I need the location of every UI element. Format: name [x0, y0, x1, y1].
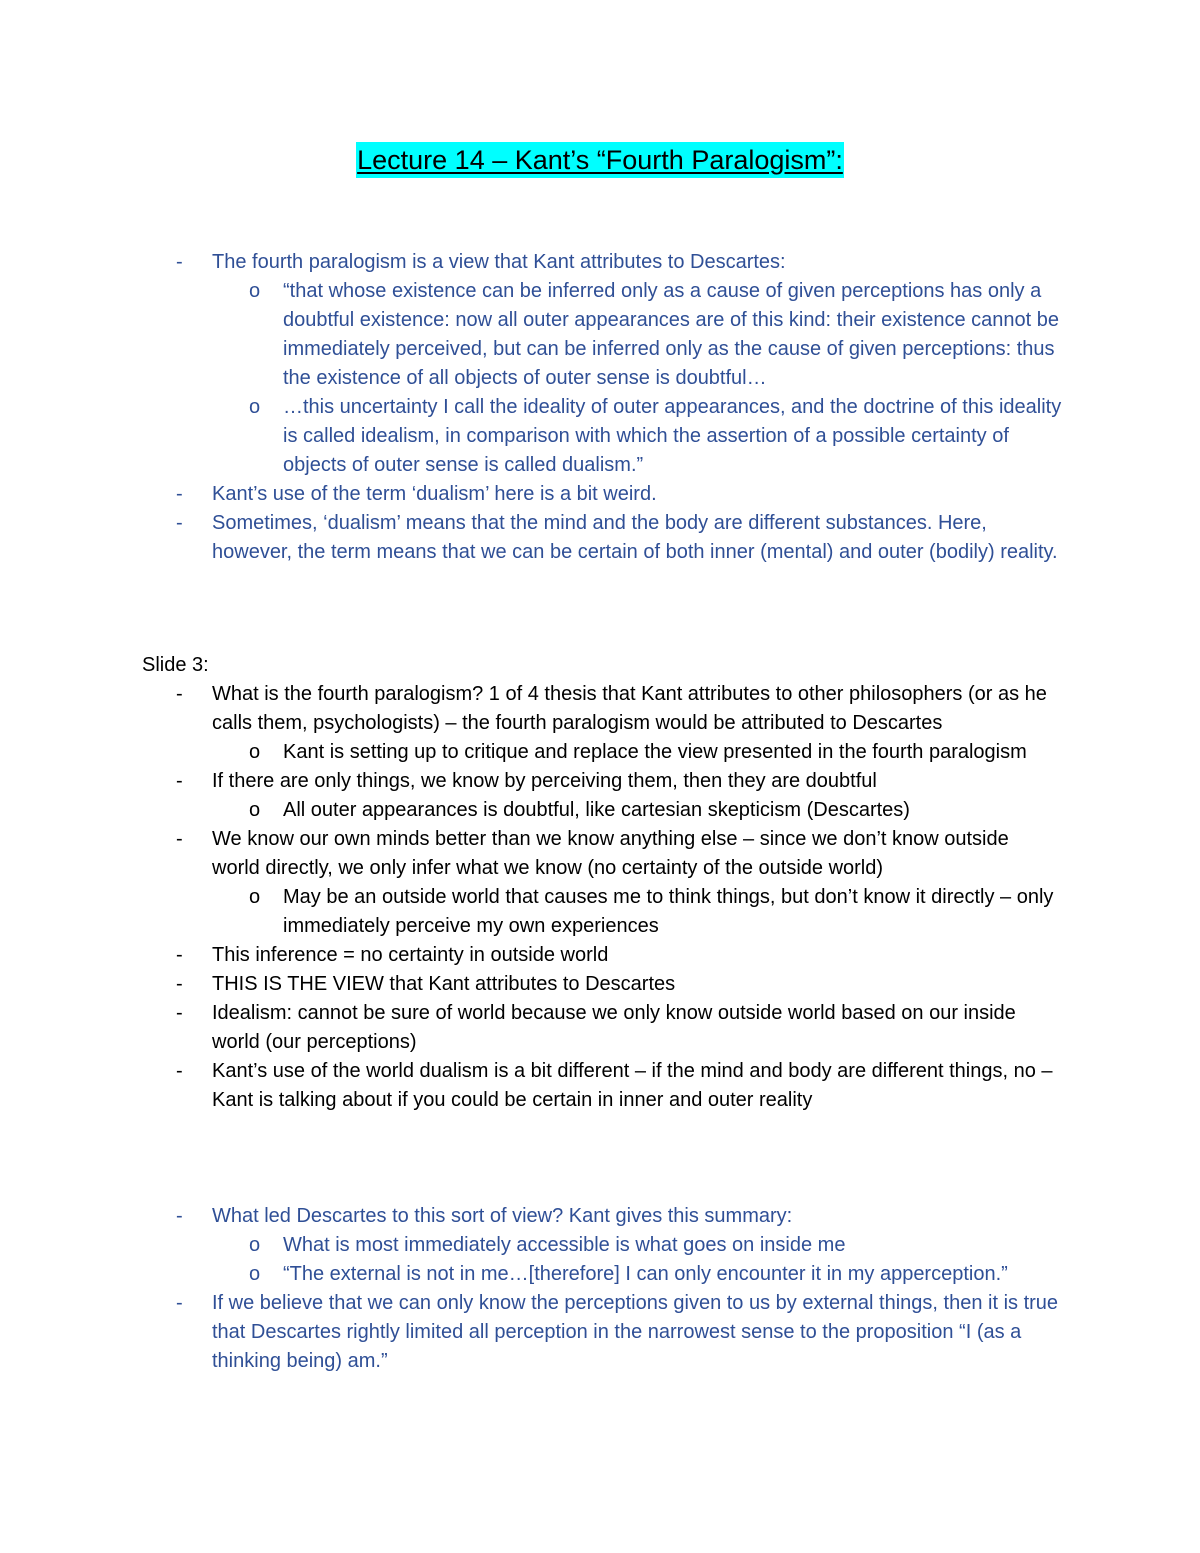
bullet-item	[0, 970, 1062, 999]
sub-bullet-item	[0, 393, 1063, 480]
bullet-item	[0, 480, 1062, 509]
bullet-text: What is the fourth paralogism? 1 of 4 thesis that Kant attributes to other philosophers (or as he calls them, psychologists) – the fourth paralogism would be attributed to Descartes	[212, 683, 1047, 734]
bullet-text: What is most immediately accessible is what goes on inside me	[283, 1234, 846, 1256]
dash-bullet-marker: -	[176, 483, 183, 505]
dash-bullet-marker: -	[176, 251, 183, 273]
circle-bullet-marker: o	[249, 741, 261, 763]
dash-bullet-marker: -	[176, 828, 183, 850]
slide-heading: Slide 3:	[142, 654, 209, 676]
dash-bullet-marker: -	[176, 1060, 183, 1082]
dash-bullet-marker: -	[176, 512, 183, 534]
bullet-text: THIS IS THE VIEW that Kant attributes to Descartes	[212, 973, 676, 995]
circle-bullet-marker: o	[249, 1263, 261, 1285]
dash-bullet-marker: -	[176, 1292, 183, 1314]
section-descartes-summary	[0, 1202, 1200, 1376]
bullet-text: May be an outside world that causes me to think things, but don’t know it directly – only immediately perceive my own experiences	[283, 886, 1054, 937]
bullet-item	[0, 1057, 1062, 1115]
bullet-text: Kant’s use of the term ‘dualism’ here is a bit weird.	[212, 483, 657, 505]
bullet-item	[0, 767, 1062, 796]
bullet-item	[0, 999, 1062, 1057]
circle-bullet-marker: o	[249, 396, 261, 418]
sub-bullet-item	[0, 277, 1063, 393]
bullet-item	[0, 825, 1062, 883]
dash-bullet-marker: -	[176, 1002, 183, 1024]
sub-bullet-item	[0, 1260, 1063, 1289]
bullet-text: We know our own minds better than we know anything else – since we don’t know outside world directly, we only infer what we know (no certainty of the outside world)	[212, 828, 1009, 879]
circle-bullet-marker: o	[249, 886, 261, 908]
slide-3-list	[0, 680, 1200, 1115]
bullet-text: This inference = no certainty in outside world	[212, 944, 609, 966]
bullet-item	[0, 509, 1062, 567]
bullet-text: Sometimes, ‘dualism’ means that the mind and the body are different substances. Here, however, the term means that we can be certain of both inner (mental) and outer (bodily) reality.	[212, 512, 1058, 563]
bullet-item	[0, 1202, 1062, 1231]
sub-bullet-item	[0, 1231, 1063, 1260]
bullet-item	[0, 1289, 1062, 1376]
sub-bullet-item	[0, 738, 1063, 767]
dash-bullet-marker: -	[176, 973, 183, 995]
bullet-item	[0, 248, 1062, 277]
bullet-item	[0, 680, 1062, 738]
dash-bullet-marker: -	[176, 770, 183, 792]
bullet-text: All outer appearances is doubtful, like cartesian skepticism (Descartes)	[283, 799, 910, 821]
bullet-text: If we believe that we can only know the perceptions given to us by external things, then it is true that Descartes rightly limited all perception in the narrowest sense to the proposition “I (as a thinking being) am.”	[212, 1292, 1059, 1372]
bullet-text: …this uncertainty I call the ideality of outer appearances, and the doctrine of this ideality is called idealism, in comparison with which the assertion of a possible certainty of objects of outer sense is called dualism.”	[283, 396, 1062, 476]
sub-bullet-item	[0, 883, 1063, 941]
bullet-text: Kant’s use of the world dualism is a bit different – if the mind and body are different things, no – Kant is talking about if you could be certain in inner and outer reality	[212, 1060, 1053, 1111]
dash-bullet-marker: -	[176, 683, 183, 705]
dash-bullet-marker: -	[176, 944, 183, 966]
section-fourth-paralogism	[0, 248, 1200, 567]
bullet-text: The fourth paralogism is a view that Kant attributes to Descartes:	[212, 251, 786, 273]
bullet-text: Idealism: cannot be sure of world because we only know outside world based on our inside world (our perceptions)	[212, 1002, 1016, 1053]
page-title: Lecture 14 – Kant’s “Fourth Paralogism”:	[356, 142, 844, 178]
bullet-text: What led Descartes to this sort of view? Kant gives this summary:	[212, 1205, 793, 1227]
bullet-text: If there are only things, we know by perceiving them, then they are doubtful	[212, 770, 877, 792]
circle-bullet-marker: o	[249, 280, 261, 302]
bullet-item	[0, 941, 1062, 970]
circle-bullet-marker: o	[249, 799, 261, 821]
title-container	[0, 142, 1200, 178]
circle-bullet-marker: o	[249, 1234, 261, 1256]
bullet-text: “The external is not in me…[therefore] I can only encounter it in my apperception.”	[283, 1263, 1008, 1285]
sub-bullet-item	[0, 796, 1063, 825]
section-slide-3	[0, 651, 1200, 1115]
bullet-text: “that whose existence can be inferred only as a cause of given perceptions has only a doubtful existence: now all outer appearances are of this kind: their existence cannot be immediately perceived, but can be inferred only as the cause of given perceptions: thus the existence of all objects of outer sense is doubtful…	[283, 280, 1060, 389]
bullet-text: Kant is setting up to critique and replace the view presented in the fourth paralogism	[283, 741, 1027, 763]
dash-bullet-marker: -	[176, 1205, 183, 1227]
